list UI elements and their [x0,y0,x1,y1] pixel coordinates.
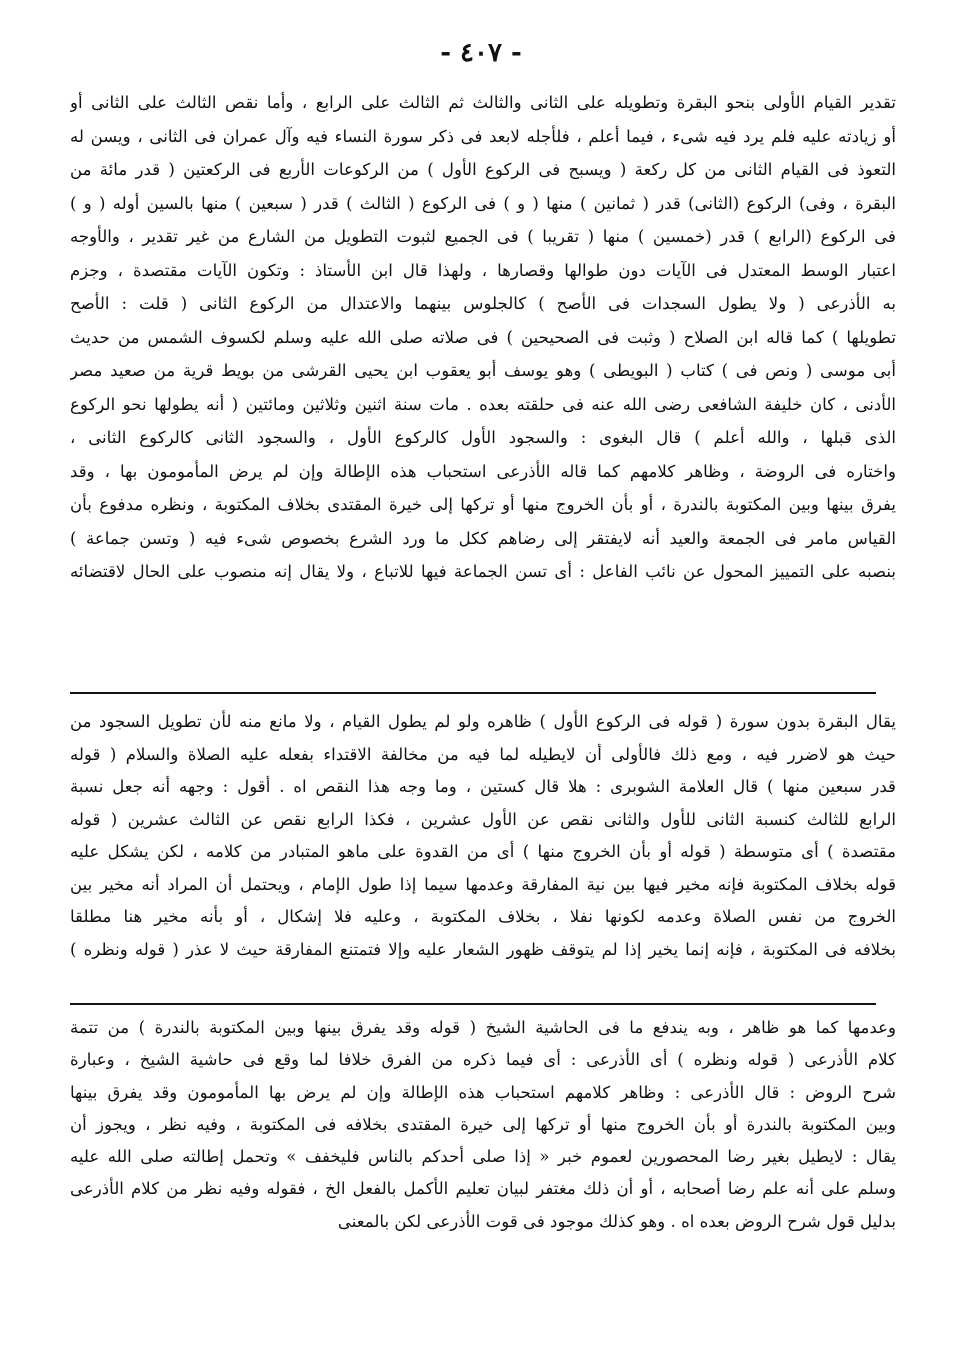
commentary-line: كلام الأذرعى ( قوله ونظره ) أى الأذرعى : أى فيما ذكره من الفرق خلافا لما وقع فى حاشية الشيخ ، وعبارة [70,1050,896,1070]
footnote-divider [70,1003,876,1005]
main-text-line: فى الركوع (الرابع ) قدر (خمسين ) منها ( تقريبا ) فى الجميع لثبوت التطويل من الشارع من غير تقدير ، والأوجه [70,227,896,246]
main-text-line: اعتبار الوسط المعتدل فى الآيات دون طوالها وقصارها ، ولهذا قال ابن الأستاذ : وتكون الآيات مقتصدة ، وجزم [70,260,896,280]
commentary-block-2 [70,1012,896,1238]
footnote-divider [70,692,876,694]
commentary-line: بدليل قول شرح الروض بعده اه . وهو كذلك موجود فى قوت الأذرعى لكن بالمعنى [337,1211,896,1231]
commentary-block-1 [70,706,896,966]
main-text-line: الذى قبلها ، والله أعلم ) قال البغوى : والسجود الأول كالركوع الأول ، والسجود الثانى كالركوع الثانى ، [70,428,896,447]
commentary-line: قوله بخلاف المكتوبة فإنه مخير فيها بين نية المفارقة وعدمها سيما إذا طول الإمام ، ويحتمل أن المراد أنه مخير بين [70,874,896,894]
main-text-line: القياس مامر فى الجمعة والعيد أنه لايفتقر إلى رضاهم ككل ما ورد الشرع بخصوص شىء فيه ( وتسن جماعة ) [70,528,896,548]
main-text-line: واختاره فى الروضة ، وظاهر كلامهم كما قاله الأذرعى استحباب هذه الإطالة وإن لم يرض المأمومون بها ، وقد [70,461,896,481]
main-text-line: التعوذ فى القيام الثانى من كل ركعة ( ويسبح فى الركوع الأول ) من الركوعات الأربع فى الركعتين ( قدر مائة من [70,160,896,179]
commentary-line: حيث هو لاضرر فيه ، ومع ذلك فالأولى أن لايطيله لما فيه من مخالفة الاقتداء بفعله عليه الصلاة والسلام ( قوله [70,744,896,764]
main-text-line: تطويلها ) كما قاله ابن الصلاح ( وثبت فى الصحيحين ) فى صلاته صلى الله عليه وسلم لكسوف الشمس من حديث [70,327,896,347]
main-text-line: الأدنى ، كان خليفة الشافعى رضى الله عنه فى حلقته بعده . مات سنة اثنين وثلاثين ومائتين ( أنه يطولها نحو الركوع [70,394,896,414]
commentary-line: يقال البقرة بدون سورة ( قوله فى الركوع الأول ) ظاهره ولو لم يطول القيام ، ولا مانع منه لأن تطويل السجود من [70,712,896,731]
main-text-line: تقدير القيام الأولى بنحو البقرة وتطويله على الثانى والثالث ثم الثالث على الرابع ، وأما نقص الثالث على الثانى أو [70,93,896,112]
commentary-line: شرح الروض : قال الأذرعى : وظاهر كلامهم استحباب هذه الإطالة وإن لم يرض بها المأمومون وقد يفرق بينها [70,1082,896,1102]
commentary-line: الخروج من نفس الصلاة وعدمه لكونها نفلا ، بخلاف المكتوبة ، وعليه فلا إشكال ، أو بأنه مخير هنا مطلقا [70,907,896,926]
page-number: - ٤٠٧ - [440,38,522,68]
commentary-line: بخلافه فى المكتوبة ، فإنه إنما يخير إذا لم يتوقف ظهور الشعار عليه وإلا فتمتنع المفارقة حيث لا عذر ( قوله ونظره ) [70,939,896,959]
main-text-line: أو زيادته عليه فلم يرد فيه شىء ، فيما أعلم ، فلأجله لابعد فى ذكر سورة النساء فيه وآل عمران فى الثانى ، ويسن له [70,126,896,146]
commentary-line: قدر سبعين منها ) قال العلامة الشوبرى : هلا قال كستين ، وما وجه هذا النقص اه . أقول : وجهه أنه جعل نسبة [70,777,896,796]
main-text-line: البقرة ، وفى) الركوع (الثانى) قدر ( ثمانين ) منها ( و ) فى الركوع ( الثالث ) قدر ( سبعين ) منها بالسين أوله ( و ) [70,193,896,213]
main-text-block [70,86,896,589]
commentary-line: وبين المكتوبة بالندرة أو بأن الخروج منها أو تركها إلى خيرة المقتدى بخلافه فى المكتوبة ، وفيه نظر ، ويجوز أن [70,1114,896,1134]
commentary-line: مقتصدة ) أى متوسطة ( قوله أو بأن الخروج منها ) أى من القدوة على ماهو المتبادر من كلامه ، لكن يشكل عليه [70,842,896,861]
commentary-line: الرابع للثالث كنسبة الثانى للأول والثانى نقص عن الأول عشرين ، فكذا الرابع نقص عن الثالث عشرين ( قوله [70,809,896,829]
commentary-line: وسلم على أنه علم رضا أصحابه ، أو أن ذلك مغتفر لبيان تعليم الأكمل بالفعل الخ ، فقوله وفيه نظر من كلام الأذرعى [70,1179,896,1199]
commentary-line: يقال : لايطيل بغير رضا المحصورين لعموم خبر « إذا صلى أحدكم بالناس فليخفف » وتحمل إطالته صلى الله عليه [70,1147,896,1167]
main-text-line: به الأذرعى ( ولا يطول السجدات فى الأصح ) كالجلوس بينهما والاعتدال من الركوع الثانى ( قلت : الأصح [70,294,896,313]
main-text-line: بنصبه على التمييز المحول عن نائب الفاعل : أى تسن الجماعة فيها للاتباع ، ولا يقال إنه منصوب على الحال لاقتضائه [70,562,896,581]
commentary-line: وعدمها كما هو ظاهر ، وبه يندفع ما فى الحاشية الشيخ ( قوله وقد يفرق بينها وبين المكتوبة بالندرة ) من تتمة [70,1018,896,1037]
main-text-line: أبى موسى ( ونص فى ) كتاب ( البويطى ) وهو يوسف أبو يعقوب ابن يحيى القرشى من بويط قرية من صعيد مصر [70,361,896,380]
main-text-line: يفرق بينها وبين المكتوبة بالندرة ، أو بأن الخروج منها أو تركها إلى خيرة المقتدى بخلاف المكتوبة ، ونظره مدفوع بأن [70,495,896,514]
